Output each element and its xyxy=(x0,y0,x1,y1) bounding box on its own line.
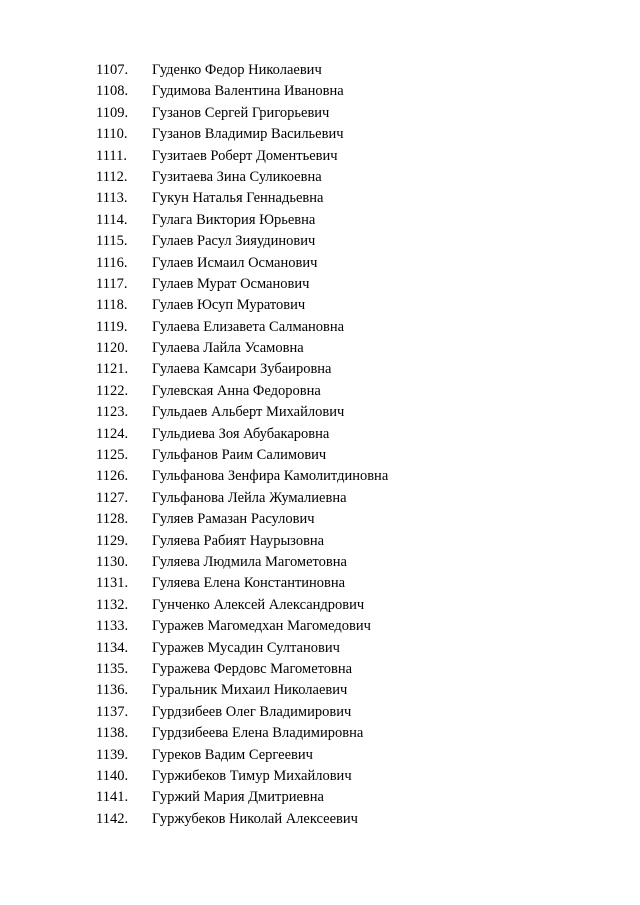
entry-name: Гулаев Расул Зияудинович xyxy=(152,233,316,250)
list-item xyxy=(96,146,388,167)
list-item xyxy=(96,723,388,744)
list-item xyxy=(96,424,388,445)
entry-name: Гузанов Сергей Григорьевич xyxy=(152,104,330,121)
list-item xyxy=(96,766,388,787)
list-item xyxy=(96,317,388,338)
entry-number: 1109. xyxy=(96,104,129,121)
entry-number: 1121. xyxy=(96,361,129,378)
entry-number: 1130. xyxy=(96,553,129,570)
entry-number: 1113. xyxy=(96,190,128,207)
list-item xyxy=(96,274,388,295)
entry-number: 1129. xyxy=(96,532,129,549)
entry-number: 1119. xyxy=(96,318,128,335)
entry-name: Гуражева Фердовс Магометовна xyxy=(152,660,353,677)
list-item xyxy=(96,552,388,573)
list-item xyxy=(96,60,388,81)
list-item xyxy=(96,595,388,616)
entry-number: 1142. xyxy=(96,810,129,827)
list-item xyxy=(96,188,388,209)
entry-name: Гуляева Людмила Магометовна xyxy=(152,553,347,570)
list-item xyxy=(96,359,388,380)
entry-name: Гулаева Камсари Зубаировна xyxy=(152,361,332,378)
entry-name: Гунченко Алексей Александрович xyxy=(152,596,365,613)
entry-name: Гульдаев Альберт Михайлович xyxy=(152,404,345,421)
entry-name: Гулаев Юсуп Муратович xyxy=(152,297,306,314)
list-item xyxy=(96,787,388,808)
name-list xyxy=(96,60,388,830)
entry-name: Гульдиева Зоя Абубакаровна xyxy=(152,425,330,442)
entry-name: Гулага Виктория Юрьевна xyxy=(152,211,316,228)
entry-number: 1137. xyxy=(96,703,129,720)
entry-number: 1123. xyxy=(96,404,129,421)
list-item xyxy=(96,167,388,188)
entry-name: Гуреков Вадим Сергеевич xyxy=(152,746,313,763)
entry-name: Гулаев Исмаил Османович xyxy=(152,254,318,271)
entry-name: Гуляева Елена Константиновна xyxy=(152,575,346,592)
entry-name: Гуржибеков Тимур Михайлович xyxy=(152,767,352,784)
list-item xyxy=(96,253,388,274)
entry-name: Гулевская Анна Федоровна xyxy=(152,382,321,399)
entry-number: 1128. xyxy=(96,511,129,528)
entry-number: 1122. xyxy=(96,382,129,399)
entry-number: 1108. xyxy=(96,83,129,100)
list-item xyxy=(96,573,388,594)
list-item xyxy=(96,381,388,402)
list-item xyxy=(96,231,388,252)
list-item xyxy=(96,488,388,509)
entry-number: 1120. xyxy=(96,340,129,357)
list-item xyxy=(96,295,388,316)
entry-name: Гуржий Мария Дмитриевна xyxy=(152,789,324,806)
list-item xyxy=(96,124,388,145)
entry-name: Гулаева Лайла Усамовна xyxy=(152,340,304,357)
entry-number: 1116. xyxy=(96,254,128,271)
list-item xyxy=(96,809,388,830)
list-item xyxy=(96,338,388,359)
entry-number: 1138. xyxy=(96,725,129,742)
entry-number: 1139. xyxy=(96,746,129,763)
list-item xyxy=(96,702,388,723)
list-item xyxy=(96,103,388,124)
list-item xyxy=(96,81,388,102)
entry-name: Гузитаева Зина Суликоевна xyxy=(152,168,322,185)
entry-number: 1127. xyxy=(96,489,129,506)
entry-number: 1118. xyxy=(96,297,128,314)
list-item xyxy=(96,210,388,231)
list-item xyxy=(96,466,388,487)
entry-name: Гузанов Владимир Васильевич xyxy=(152,126,344,143)
entry-name: Гудимова Валентина Ивановна xyxy=(152,83,344,100)
list-item xyxy=(96,509,388,530)
entry-number: 1134. xyxy=(96,639,129,656)
entry-number: 1141. xyxy=(96,789,129,806)
list-item xyxy=(96,680,388,701)
entry-name: Гульфанова Зенфира Камолитдиновна xyxy=(152,468,389,485)
entry-number: 1125. xyxy=(96,447,129,464)
entry-number: 1135. xyxy=(96,660,129,677)
entry-number: 1124. xyxy=(96,425,129,442)
list-item xyxy=(96,745,388,766)
entry-number: 1112. xyxy=(96,168,128,185)
entry-number: 1114. xyxy=(96,211,128,228)
entry-name: Гульфанов Раим Салимович xyxy=(152,447,327,464)
entry-name: Гуляев Рамазан Расулович xyxy=(152,511,315,528)
list-item xyxy=(96,638,388,659)
entry-name: Гукун Наталья Геннадьевна xyxy=(152,190,324,207)
list-item xyxy=(96,402,388,423)
entry-name: Гуржубеков Николай Алексеевич xyxy=(152,810,358,827)
entry-name: Гурдзибеева Елена Владимировна xyxy=(152,725,364,742)
entry-number: 1132. xyxy=(96,596,129,613)
entry-name: Гуденко Федор Николаевич xyxy=(152,62,322,78)
entry-name: Гульфанова Лейла Жумалиевна xyxy=(152,489,347,506)
entry-name: Гулаева Елизавета Салмановна xyxy=(152,318,345,335)
entry-name: Гуляева Рабият Наурызовна xyxy=(152,532,325,549)
entry-number: 1131. xyxy=(96,575,129,592)
list-item xyxy=(96,659,388,680)
entry-number: 1140. xyxy=(96,767,129,784)
entry-name: Гуральник Михаил Николаевич xyxy=(152,682,348,699)
entry-number: 1115. xyxy=(96,233,128,250)
entry-name: Гуражев Мусадин Султанович xyxy=(152,639,340,656)
entry-number: 1136. xyxy=(96,682,129,699)
list-item xyxy=(96,616,388,637)
entry-name: Гузитаев Роберт Доментьевич xyxy=(152,147,338,164)
entry-name: Гуражев Магомедхан Магомедович xyxy=(152,618,371,635)
entry-name: Гулаев Мурат Османович xyxy=(152,275,310,292)
entry-number: 1107. xyxy=(96,62,129,78)
list-item xyxy=(96,531,388,552)
list-item xyxy=(96,445,388,466)
entry-number: 1111. xyxy=(96,147,128,164)
entry-number: 1117. xyxy=(96,275,128,292)
entry-number: 1126. xyxy=(96,468,129,485)
entry-number: 1110. xyxy=(96,126,128,143)
entry-number: 1133. xyxy=(96,618,129,635)
entry-name: Гурдзибеев Олег Владимирович xyxy=(152,703,352,720)
